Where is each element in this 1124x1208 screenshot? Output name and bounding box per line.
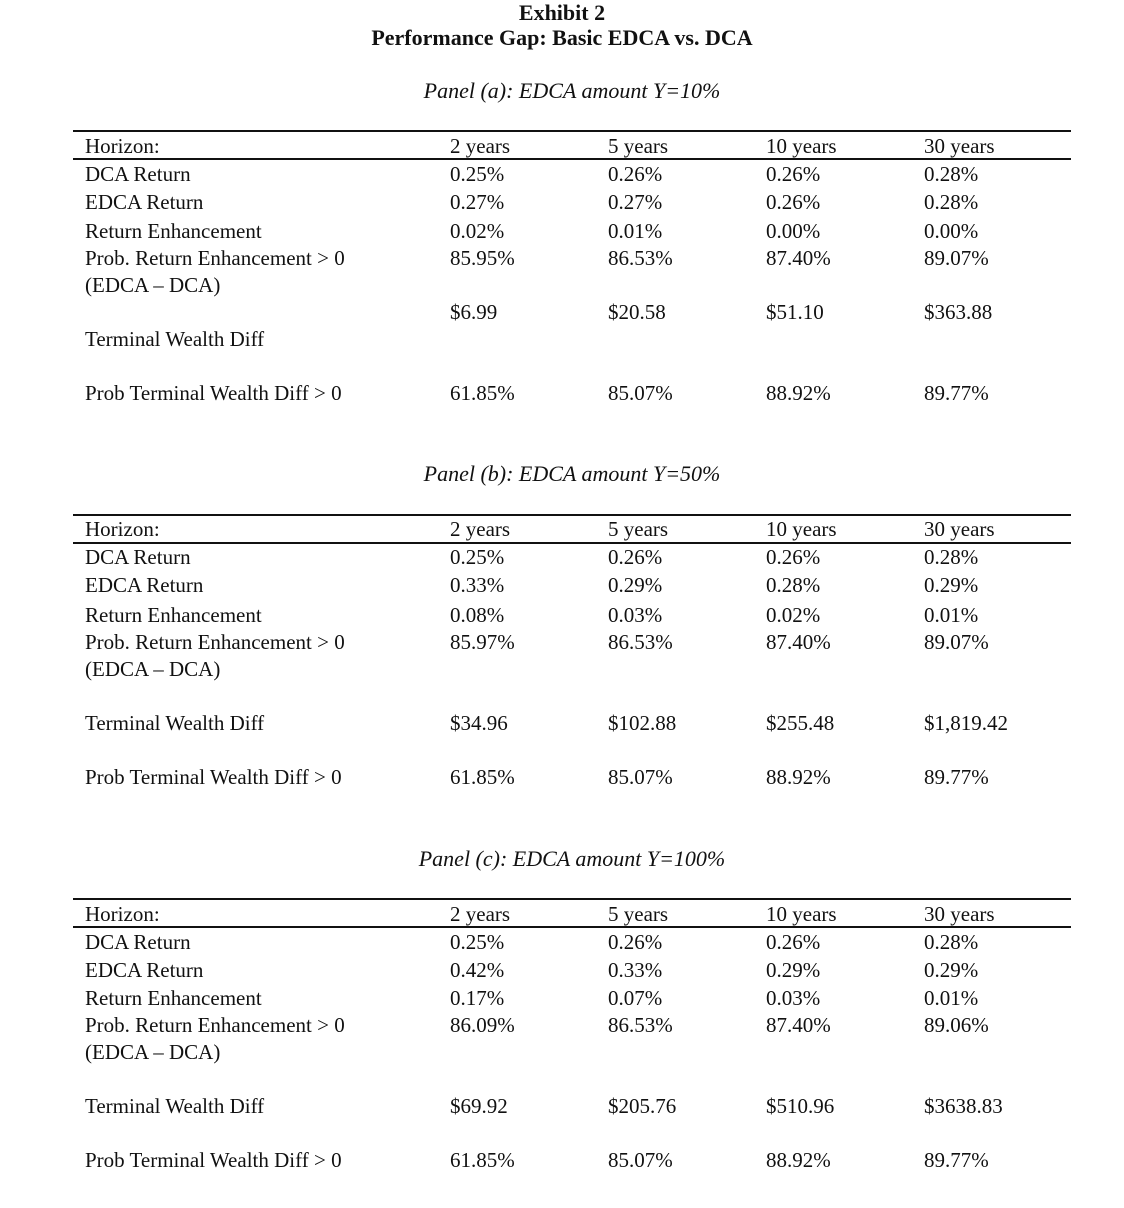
row-value: 0.28% <box>924 162 979 186</box>
row-label: Return Enhancement <box>85 986 262 1010</box>
row-value: 0.33% <box>450 573 505 597</box>
row-value: $20.58 <box>608 300 666 324</box>
table-header-rule <box>73 158 1071 160</box>
row-value: 0.27% <box>450 190 505 214</box>
row-value: 0.07% <box>608 986 663 1010</box>
row-value: 85.97% <box>450 630 515 654</box>
header-col: 5 years <box>608 902 669 926</box>
row-label: Prob Terminal Wealth Diff > 0 <box>85 765 342 789</box>
row-label: Terminal Wealth Diff <box>85 1094 265 1118</box>
table-header-rule <box>73 926 1071 928</box>
row-value: 85.95% <box>450 246 515 270</box>
header-col: 30 years <box>924 134 995 158</box>
row-value: 0.26% <box>766 545 821 569</box>
row-label: EDCA Return <box>85 573 204 597</box>
row-label: (EDCA – DCA) <box>85 273 221 297</box>
row-label: Prob Terminal Wealth Diff > 0 <box>85 1148 342 1172</box>
row-value: 0.25% <box>450 545 505 569</box>
row-value: 0.29% <box>924 958 979 982</box>
row-value: 86.53% <box>608 630 673 654</box>
header-col: 2 years <box>450 902 511 926</box>
row-value: $205.76 <box>608 1094 677 1118</box>
row-value: 87.40% <box>766 246 831 270</box>
header-label: Horizon: <box>85 517 160 541</box>
row-value: $34.96 <box>450 711 508 735</box>
header-col: 2 years <box>450 134 511 158</box>
header-col: 10 years <box>766 517 837 541</box>
row-value: $510.96 <box>766 1094 835 1118</box>
row-value: 61.85% <box>450 765 515 789</box>
row-value: 0.42% <box>450 958 505 982</box>
row-value: 0.01% <box>608 219 663 243</box>
row-value: 0.02% <box>450 219 505 243</box>
row-value: 0.29% <box>766 958 821 982</box>
row-value: 0.28% <box>924 190 979 214</box>
row-value: $3638.83 <box>924 1094 1003 1118</box>
row-value: 0.03% <box>766 986 821 1010</box>
panel-a-title: Panel (a): EDCA amount Y=10% <box>423 78 721 103</box>
exhibit-label: Exhibit 2 <box>518 0 606 25</box>
row-value: 88.92% <box>766 765 831 789</box>
table-top-rule <box>73 898 1071 900</box>
row-value: 0.26% <box>608 930 663 954</box>
row-label: DCA Return <box>85 545 191 569</box>
table-top-rule <box>73 130 1071 132</box>
row-value: 0.26% <box>766 190 821 214</box>
row-value: 0.25% <box>450 162 505 186</box>
row-label: Return Enhancement <box>85 603 262 627</box>
row-label: (EDCA – DCA) <box>85 1040 221 1064</box>
row-label: Terminal Wealth Diff <box>85 711 265 735</box>
row-label: Prob. Return Enhancement > 0 <box>85 246 345 270</box>
row-label: Prob. Return Enhancement > 0 <box>85 1013 345 1037</box>
row-label: EDCA Return <box>85 958 204 982</box>
row-value: 0.17% <box>450 986 505 1010</box>
row-value: 0.00% <box>766 219 821 243</box>
row-value: 0.08% <box>450 603 505 627</box>
row-value: $69.92 <box>450 1094 508 1118</box>
header-col: 30 years <box>924 517 995 541</box>
header-col: 10 years <box>766 134 837 158</box>
row-value: 0.25% <box>450 930 505 954</box>
row-value: 86.53% <box>608 246 673 270</box>
table-header-rule <box>73 542 1071 544</box>
row-value: 0.28% <box>766 573 821 597</box>
header-label: Horizon: <box>85 134 160 158</box>
row-value: 0.33% <box>608 958 663 982</box>
header-col: 10 years <box>766 902 837 926</box>
header-col: 5 years <box>608 517 669 541</box>
row-value: 89.07% <box>924 246 989 270</box>
row-value: 0.26% <box>766 930 821 954</box>
row-value: 0.28% <box>924 545 979 569</box>
row-value: 0.01% <box>924 986 979 1010</box>
row-label: Return Enhancement <box>85 219 262 243</box>
row-value: 89.77% <box>924 381 989 405</box>
row-value: 0.26% <box>766 162 821 186</box>
row-value: 0.28% <box>924 930 979 954</box>
row-value: 86.53% <box>608 1013 673 1037</box>
row-value: 85.07% <box>608 1148 673 1172</box>
row-label: DCA Return <box>85 930 191 954</box>
row-value: $102.88 <box>608 711 677 735</box>
row-label: DCA Return <box>85 162 191 186</box>
row-value: 0.27% <box>608 190 663 214</box>
row-value: 61.85% <box>450 381 515 405</box>
row-value: 88.92% <box>766 381 831 405</box>
row-value: 0.03% <box>608 603 663 627</box>
row-label: Prob. Return Enhancement > 0 <box>85 630 345 654</box>
row-value: 0.29% <box>608 573 663 597</box>
row-value: $51.10 <box>766 300 824 324</box>
row-value: 85.07% <box>608 381 673 405</box>
row-value: $255.48 <box>766 711 835 735</box>
row-label: EDCA Return <box>85 190 204 214</box>
row-value: 0.26% <box>608 162 663 186</box>
row-value: 89.07% <box>924 630 989 654</box>
row-value: 88.92% <box>766 1148 831 1172</box>
row-value: 0.29% <box>924 573 979 597</box>
row-value: 89.77% <box>924 765 989 789</box>
header-col: 30 years <box>924 902 995 926</box>
exhibit-title: Performance Gap: Basic EDCA vs. DCA <box>371 25 753 50</box>
row-value: $6.99 <box>450 300 498 324</box>
panel-c-title: Panel (c): EDCA amount Y=100% <box>418 846 726 871</box>
row-label: Terminal Wealth Diff <box>85 327 265 351</box>
header-col: 2 years <box>450 517 511 541</box>
panel-a-table <box>73 130 1071 430</box>
header-label: Horizon: <box>85 902 160 926</box>
row-value: 89.06% <box>924 1013 989 1037</box>
row-value: 86.09% <box>450 1013 515 1037</box>
panel-b-title: Panel (b): EDCA amount Y=50% <box>423 461 721 486</box>
row-value: 0.02% <box>766 603 821 627</box>
row-label: Prob Terminal Wealth Diff > 0 <box>85 381 342 405</box>
row-label: (EDCA – DCA) <box>85 657 221 681</box>
row-value: $363.88 <box>924 300 993 324</box>
panel-b-table <box>73 514 1071 814</box>
row-value: 0.00% <box>924 219 979 243</box>
row-value: $1,819.42 <box>924 711 1008 735</box>
row-value: 87.40% <box>766 630 831 654</box>
row-value: 89.77% <box>924 1148 989 1172</box>
panel-c-table <box>73 898 1071 1198</box>
row-value: 61.85% <box>450 1148 515 1172</box>
row-value: 0.26% <box>608 545 663 569</box>
row-value: 85.07% <box>608 765 673 789</box>
row-value: 0.01% <box>924 603 979 627</box>
row-value: 87.40% <box>766 1013 831 1037</box>
table-top-rule <box>73 514 1071 516</box>
header-col: 5 years <box>608 134 669 158</box>
